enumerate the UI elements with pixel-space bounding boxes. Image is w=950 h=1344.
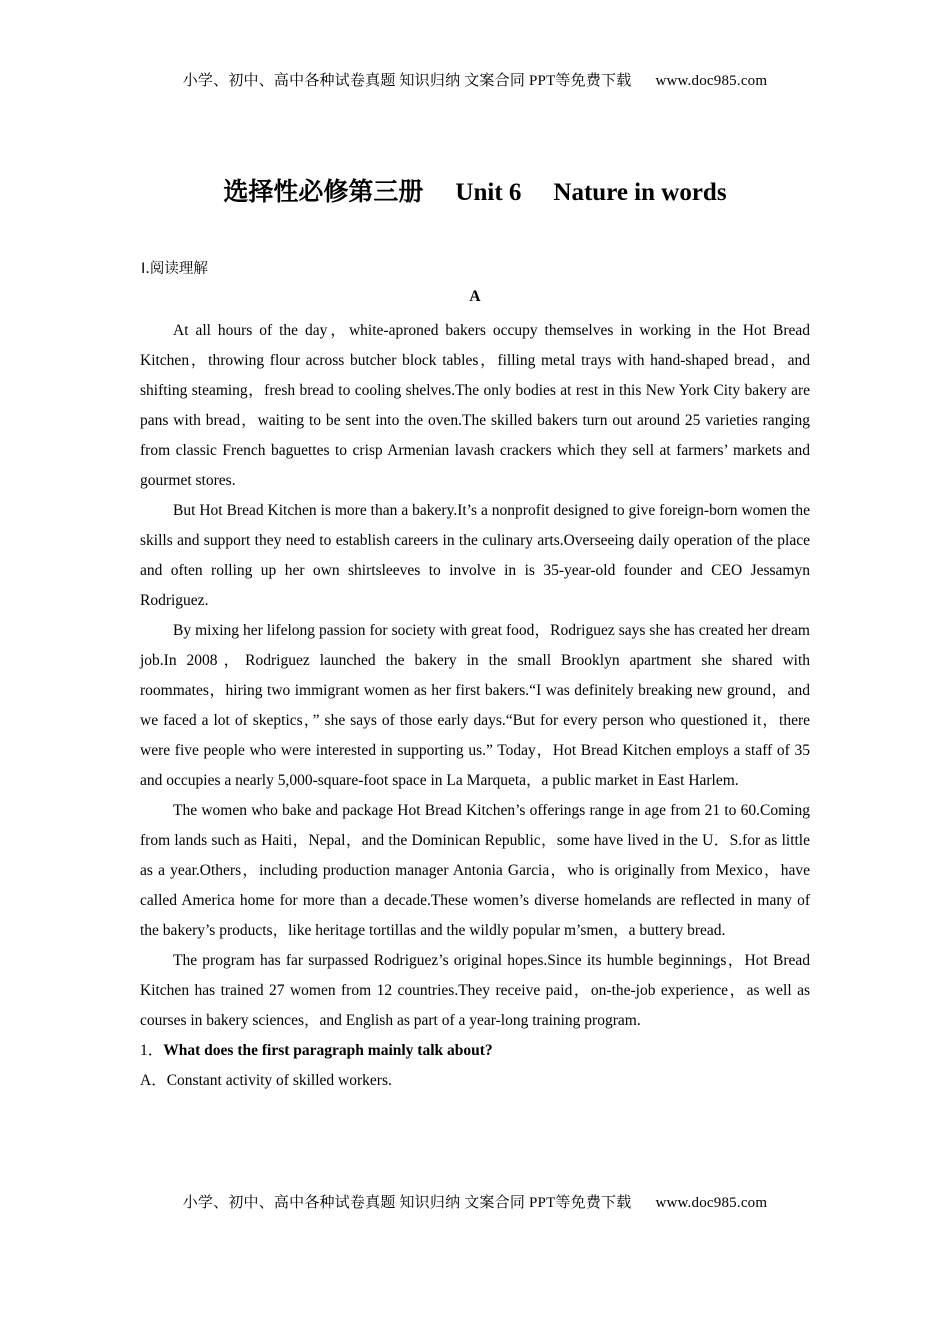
header-banner-text: 小学、初中、高中各种试卷真题 知识归纳 文案合同 PPT等免费下载 bbox=[182, 73, 632, 89]
title-topic: Nature in words bbox=[553, 179, 727, 206]
question-1-option-a bbox=[140, 1066, 810, 1096]
question-text: What does the first paragraph mainly talk about? bbox=[163, 1042, 493, 1059]
question-number: 1． bbox=[140, 1042, 164, 1059]
reading-passage bbox=[140, 316, 810, 1096]
footer-banner bbox=[0, 1191, 950, 1212]
passage-paragraph: But Hot Bread Kitchen is more than a bakery.It’s a nonprofit designed to give foreign-born women the skills and support they need to establish careers in the culinary arts.Overseeing daily operation of the place and often rolling up her own shirtsleeves to involve in is 35-year-old founder and CEO Jessamyn Rodriguez. bbox=[140, 502, 810, 609]
passage-paragraph: At all hours of the day，white-aproned bakers occupy themselves in working in the Hot Bread Kitchen，throwing flour across butcher block tables，filling metal trays with hand-shaped bread，and shifting steaming，fresh bread to cooling shelves.The only bodies at rest in this New York City bakery are pans with bread，waiting to be sent into the oven.The skilled bakers turn out around 25 varieties ranging from classic French baguettes to crisp Armenian lavash crackers which they sell at farmers’ markets and gourmet stores. bbox=[140, 322, 810, 489]
passage-paragraph: The women who bake and package Hot Bread Kitchen’s offerings range in age from 21 to 60.Coming from lands such as Haiti，Nepal，and the Dominican Republic，some have lived in the U．S.for as little as a year.Others，including production manager Antonia Garcia，who is originally from Mexico，have called America home for more than a decade.These women’s diverse homelands are reflected in many of the bakery’s products，like heritage tortillas and the wildly popular m’smen，a buttery bread. bbox=[140, 802, 810, 939]
passage-label: A bbox=[469, 288, 481, 305]
title-book: 选择性必修第三册 bbox=[223, 179, 424, 206]
option-text: Constant activity of skilled workers. bbox=[166, 1072, 392, 1089]
header-banner bbox=[0, 69, 950, 90]
header-banner-url[interactable]: www.doc985.com bbox=[655, 73, 768, 89]
passage-paragraph: The program has far surpassed Rodriguez’s original hopes.Since its humble beginnings，Hot Bread Kitchen has trained 27 women from 12 countries.They receive paid，on-the-job experience，as well as courses in bakery sciences，and English as part of a year-long training program. bbox=[140, 952, 810, 1029]
question-1 bbox=[140, 1036, 810, 1066]
section-heading: Ⅰ.阅读理解 bbox=[141, 261, 208, 277]
passage-paragraph: By mixing her lifelong passion for society with great food，Rodriguez says she has created her dream job.In 2008，Rodriguez launched the bakery in the small Brooklyn apartment she shared with roommates，hiring two immigrant women as her first bakers.“I was definitely breaking new ground，and we faced a lot of skeptics，” she says of those early days.“But for every person who questioned it，there were five people who were interested in supporting us.” Today，Hot Bread Kitchen employs a staff of 35 and occupies a nearly 5,000-square-foot space in La Marqueta，a public market in East Harlem. bbox=[140, 622, 810, 789]
footer-banner-url[interactable]: www.doc985.com bbox=[655, 1195, 768, 1211]
option-letter: A． bbox=[140, 1072, 167, 1089]
page-title bbox=[0, 172, 950, 208]
footer-banner-text: 小学、初中、高中各种试卷真题 知识归纳 文案合同 PPT等免费下载 bbox=[182, 1195, 632, 1211]
title-unit: Unit 6 bbox=[455, 179, 522, 206]
